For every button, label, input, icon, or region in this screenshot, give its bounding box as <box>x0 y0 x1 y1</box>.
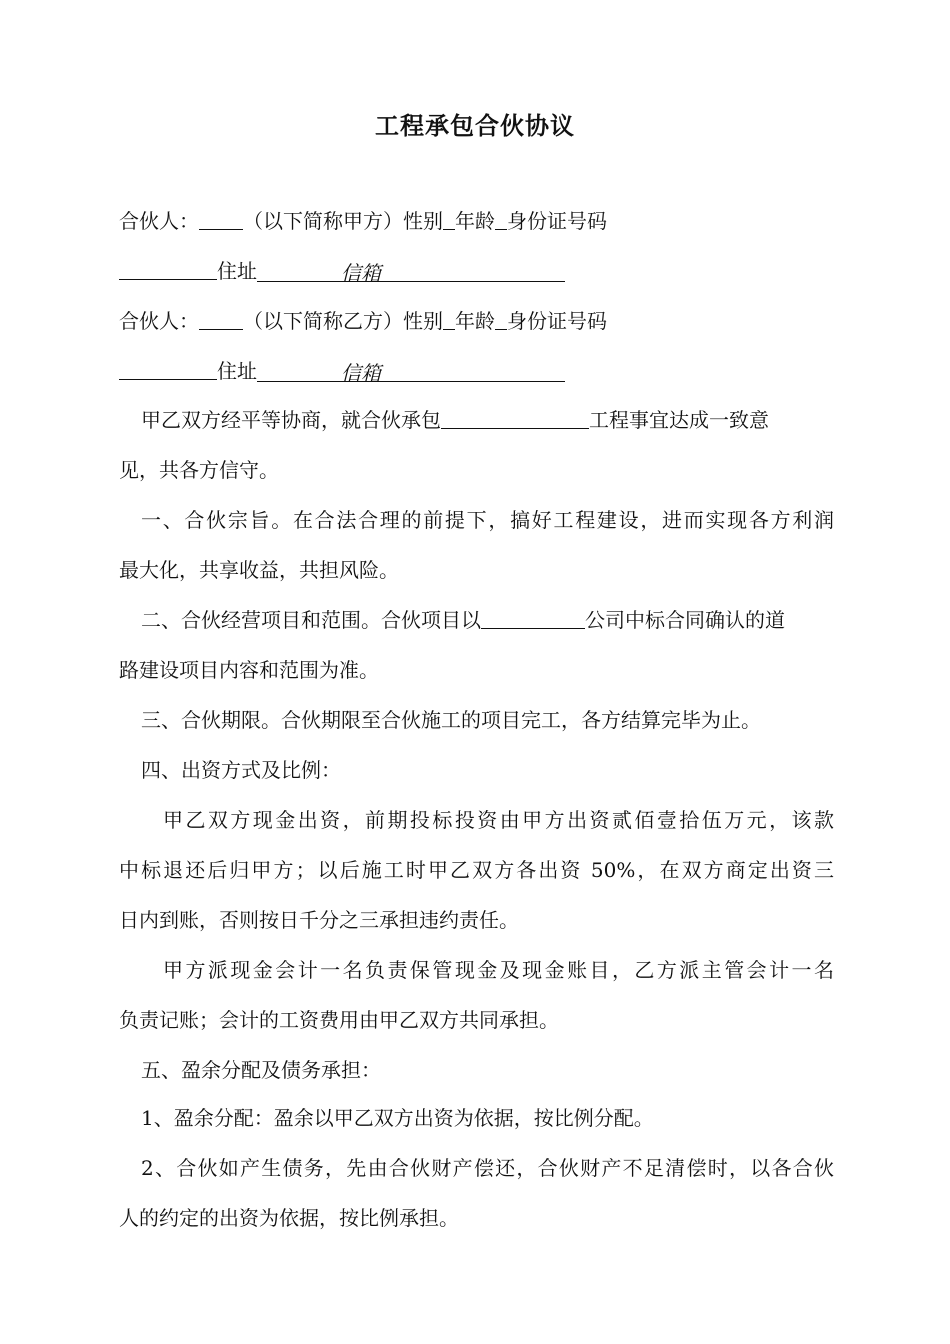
partner-a-line-2: 住址 信箱 <box>119 257 834 285</box>
partner-b-line-2: 住址 信箱 <box>119 357 834 385</box>
section-5-item-1: 1、盈余分配：盈余以甲乙双方出资为依据，按比例分配。 <box>141 1106 654 1130</box>
address-blank <box>257 259 565 285</box>
address-blank <box>257 359 565 385</box>
intro-line-2: 见，共各方信守。 <box>119 458 279 482</box>
company-blank <box>481 606 585 629</box>
gender-blank <box>443 307 455 330</box>
section-1-line-2: 最大化，共享收益，共担风险。 <box>119 558 399 582</box>
section-5-item-2-line-1: 2、合伙如产生债务，先由合伙财产偿还，合伙财产不足清偿时，以各合伙 <box>141 1156 834 1180</box>
section-4-para-1-line-3: 日内到账，否则按日千分之三承担违约责任。 <box>119 908 519 932</box>
project-blank <box>441 406 589 429</box>
section-3: 三、合伙期限。合伙期限至合伙施工的项目完工，各方结算完毕为止。 <box>141 708 761 732</box>
intro-line-1: 甲乙双方经平等协商，就合伙承包 工程事宜达成一致意 <box>141 408 769 432</box>
section-4-para-1-line-1: 甲乙双方现金出资，前期投标投资由甲方出资贰佰壹拾伍万元，该款 <box>163 808 834 832</box>
partner-a-line-1: 合伙人： （以下简称甲方）性别 年龄 身份证号码 <box>119 209 607 233</box>
age-blank <box>495 307 507 330</box>
section-1-line-1: 一、合伙宗旨。在合法合理的前提下，搞好工程建设，进而实现各方利润 <box>141 508 834 532</box>
section-4-para-2-line-2: 负责记账；会计的工资费用由甲乙双方共同承担。 <box>119 1008 559 1032</box>
id-blank <box>119 357 217 380</box>
mailbox-label: 信箱 <box>341 361 381 385</box>
document-title: 工程承包合伙协议 <box>375 111 575 140</box>
section-4-para-1-line-2: 中标退还后归甲方；以后施工时甲乙双方各出资 50%，在双方商定出资三 <box>119 858 834 882</box>
partner-b-line-1: 合伙人： （以下简称乙方）性别 年龄 身份证号码 <box>119 309 607 333</box>
section-4-heading: 四、出资方式及比例： <box>141 758 341 782</box>
id-blank <box>119 257 217 280</box>
name-blank <box>199 207 243 230</box>
name-blank <box>199 307 243 330</box>
section-2-line-1: 二、合伙经营项目和范围。合伙项目以 公司中标合同确认的道 <box>141 608 785 632</box>
mailbox-label: 信箱 <box>341 261 381 285</box>
gender-blank <box>443 207 455 230</box>
age-blank <box>495 207 507 230</box>
section-5-item-2-line-2: 人的约定的出资为依据，按比例承担。 <box>119 1206 459 1230</box>
section-5-heading: 五、盈余分配及债务承担： <box>141 1058 381 1082</box>
section-4-para-2-line-1: 甲方派现金会计一名负责保管现金及现金账目，乙方派主管会计一名 <box>163 958 834 982</box>
section-2-line-2: 路建设项目内容和范围为准。 <box>119 658 379 682</box>
